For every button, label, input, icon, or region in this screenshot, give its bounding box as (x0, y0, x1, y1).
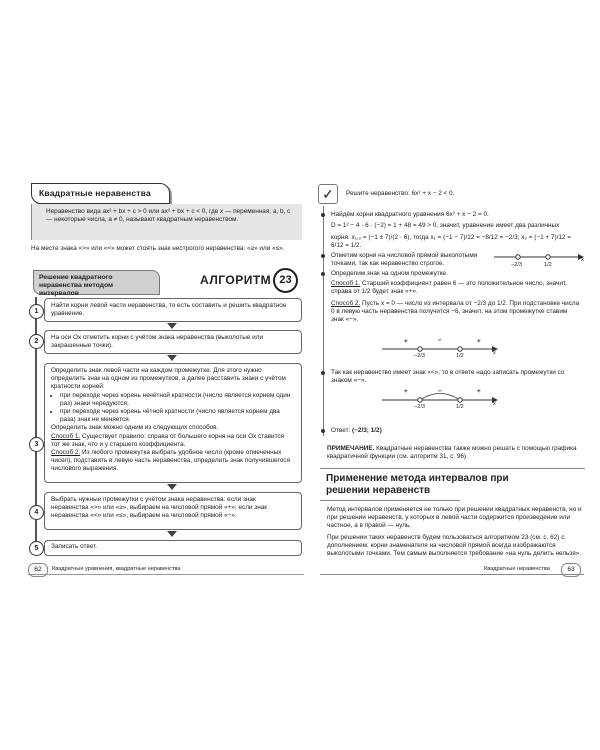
solution-step: Найдём корни квадратного уравнения 6x² + x − 2 = 0. (331, 211, 489, 218)
step-number: 2 (29, 334, 44, 349)
definition-box (31, 204, 302, 240)
down-arrow-icon (167, 484, 177, 490)
method-text: Пусть x = 0 — число из интервала от −2/3 до 1/2. При подстановке числа 0 в левую часть неравенства получится −6, значит, на этом промежутке ставим знак «−». (331, 300, 580, 324)
step-dot-icon (321, 429, 325, 433)
algorithm-header (33, 270, 160, 295)
section-heading: Применение метода интервалов при решении неравенств (326, 473, 509, 496)
step-box (44, 298, 302, 322)
section-title-box (31, 183, 170, 204)
divider (320, 468, 585, 469)
step-text: На оси Ox отметить корни с учётом знака неравенства (выколотые или закрашенные точки). (51, 334, 264, 350)
heading-underline (320, 500, 460, 501)
paragraph: При решении таких неравенств будем пользоваться алгоритмом 23 (см. с. 62) с дополнением: корни знаменателя на числовой прямой всегда изображаются выколотыми точками. Тем самым выполняется требование «на нуль делить нельзя». (327, 534, 582, 558)
step-text: Выбрать нужные промежутки с учётом знака неравенства: если знак неравенства «>» или «≥», выбираем на числовой прямой «+»; если знак неравенства «<» или «≤», выбираем на числовой прямой «−». (51, 496, 268, 520)
method-label: Способ 2. (331, 300, 361, 307)
step-number: 5 (29, 541, 44, 556)
note-label: ПРИМЕЧАНИЕ. (327, 445, 375, 452)
step-text: Найти корни левой части неравенства, то есть составить и решить квадратное уравнение. (51, 302, 287, 318)
page-number-right: 63 (561, 563, 581, 577)
root-label: −2/3 (511, 262, 523, 268)
solution-spine (323, 206, 324, 436)
step-number: 4 (29, 505, 44, 520)
algorithm-header-text: Решение квадратного неравенства методом интервалов (39, 274, 114, 297)
axis-label: x (493, 350, 496, 356)
note-text: Квадратные неравенства также можно решать с помощью графика квадратичной функции (см. алгоритм 31, с. 96). (327, 445, 577, 461)
answer-value: (−2/3; 1/2) (352, 427, 382, 434)
step-dot-icon (321, 213, 325, 217)
step-dot-icon (321, 272, 325, 276)
footer-right (320, 574, 584, 575)
root-label: −2/3 (414, 404, 426, 410)
step-text: Определить знак левой части на каждом промежутке. Для этого нужно определить знак на одном из промежутков, а далее расставить знаки с учётом кратности корней: (51, 367, 286, 391)
definition-text: Неравенство вида ax² + bx + c > 0 или ax² + bx + c < 0, где x — переменная, a, b, c — некоторые числа, a ≠ 0, называют квадратным неравенством. (46, 208, 291, 224)
algorithm-label: АЛГОРИТМ (200, 273, 272, 287)
methods-intro: Определить знак можно одним из следующих способов. (51, 424, 219, 432)
axis-label: x (493, 401, 496, 407)
method-text: Старший коэффициент равен 6 — это положительное число, значит, справа от 1/2 будет знак «+». (331, 280, 567, 296)
solution-step: Определим знак на одном промежутке. (331, 270, 448, 277)
solution-step: Так как неравенство имеет знак «<», то в ответе надо записать промежутки со знаком «−». (331, 369, 565, 385)
footer-text-right: Квадратные неравенства (484, 566, 550, 572)
root-label: 1/2 (456, 353, 464, 359)
paragraph: Метод интервалов применяется не только при решении квадратных неравенств, но и при решении неравенств, у которых в левой части содержится произведение или частное, а в правой — нуль. (327, 506, 582, 530)
method-label: Способ 2. (51, 449, 81, 457)
footer-text-left: Квадратные уравнения, квадратные неравенства (52, 566, 181, 572)
solution-step: Отметим корни на числовой прямой выколотыми точками, так как неравенство строгое. (331, 252, 478, 268)
number-line-1 (492, 248, 584, 274)
down-arrow-icon (167, 531, 177, 537)
down-arrow-icon (167, 323, 177, 329)
solution-step: D = 1² − 4 · 6 · (−2) = 1 + 48 = 49 > 0, значит, уравнение имеет два различных (331, 222, 560, 229)
sign-label: − (438, 337, 442, 344)
sign-label: + (477, 338, 481, 345)
step-text: Записать ответ. (51, 543, 98, 550)
step-dot-icon (321, 371, 325, 375)
sign-label: + (404, 388, 408, 395)
bullet-item: • при переходе через корень чётной кратности (число является корнем два раза) знак не меняется. (60, 408, 295, 424)
algorithm-number: 23 (273, 268, 298, 293)
step-bullets (51, 392, 295, 425)
section-title: Квадратные неравенства (39, 188, 151, 198)
sign-label: + (477, 388, 481, 395)
step-number: 1 (29, 304, 44, 319)
step-box (44, 492, 302, 530)
check-icon: ✓ (318, 184, 338, 204)
step-box (44, 363, 302, 483)
root-label: −2/3 (414, 353, 426, 359)
page-number-left: 62 (28, 563, 48, 577)
task-text: Решите неравенство: 6x² + x − 2 < 0. (346, 190, 455, 197)
down-arrow-icon (167, 355, 177, 361)
bullet-item: • при переходе через корень нечётной кратности (число является корнем один раз) знаки чередуются; (60, 392, 295, 408)
step-dot-icon (321, 254, 325, 258)
method-label: Способ 1. (331, 280, 361, 287)
step-box (44, 540, 302, 556)
method-label: Способ 1. (51, 432, 81, 440)
solution-step: корня: x₁,₂ = (−1 ± 7)/(2 · 6), тогда x₁ = (−1 − 7)/12 = −8/12 = −2/3; x₂ = (−1 + 7)/12 = 6/12 = 1/2. (331, 234, 571, 250)
step-box (44, 330, 302, 354)
sign-label: + (404, 338, 408, 345)
root-label: 1/2 (544, 262, 552, 268)
root-label: 1/2 (456, 404, 464, 410)
step-number: 3 (29, 437, 44, 452)
method-text: Существует правило: справа от большего корня на оси Ox ставится тот же знак, что и у старшего коэффициента. (51, 432, 285, 448)
note-text: На месте знака «>» или «<» может стоять знак нестрогого неравенства: «≥» или «≤». (31, 245, 285, 252)
sign-label: − (438, 388, 442, 395)
method-text: Из любого промежутка выбрать удобное число (кроме отмеченных чисел), подставить в левую часть неравенства, определить знак получившегося числового выражения. (51, 449, 290, 473)
axis-label: x (581, 257, 584, 263)
answer-label: Ответ: (331, 427, 351, 434)
